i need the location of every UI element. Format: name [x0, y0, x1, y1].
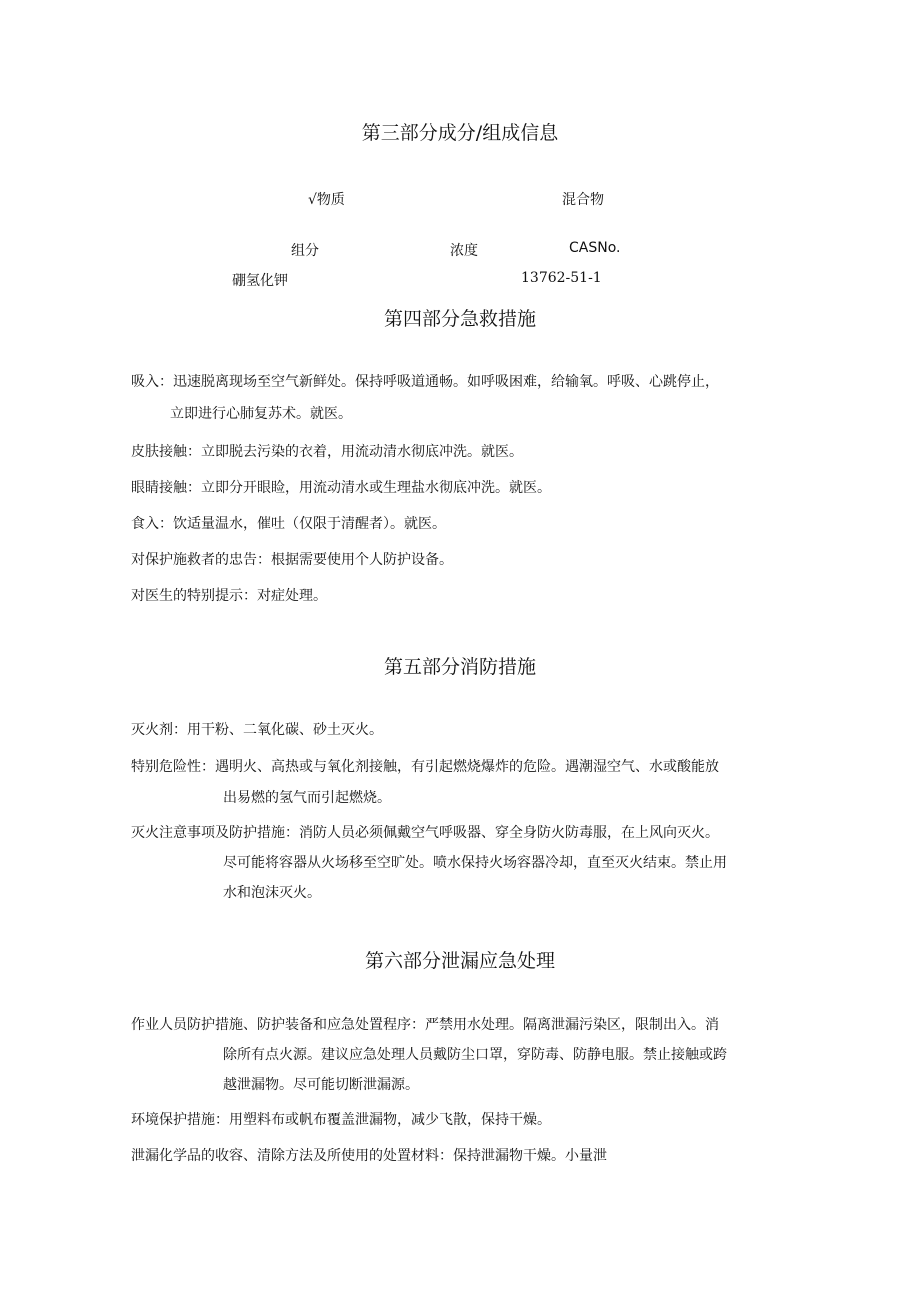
section-4-title: 第四部分急救措施 — [383, 308, 536, 330]
mixture-label: 混合物 — [562, 192, 604, 208]
first-aid-inhalation-cont: 立即进行心肺复苏术。就医。 — [170, 406, 352, 422]
extinguishing-agent: 灭火剂：用干粉、二氧化碳、砂土灭火。 — [131, 722, 383, 738]
personnel-precautions-cont-1: 除所有点火源。建议应急处理人员戴防尘口罩，穿防毒、防静电服。禁止接触或跨 — [223, 1047, 727, 1063]
component-cas: 13762-51-1 — [521, 270, 602, 286]
first-aid-skin: 皮肤接触：立即脱去污染的衣着，用流动清水彻底冲洗。就医。 — [131, 444, 523, 460]
first-aid-eye: 眼睛接触：立即分开眼睑，用流动清水或生理盐水彻底冲洗。就医。 — [131, 480, 551, 496]
component-name: 硼氢化钾 — [232, 273, 288, 289]
section-6-title: 第六部分泄漏应急处理 — [364, 950, 555, 972]
special-hazard: 特别危险性：遇明火、高热或与氧化剂接触，有引起燃烧爆炸的危险。遇潮湿空气、水或酸能放 — [131, 759, 719, 775]
special-hazard-cont: 出易燃的氢气而引起燃烧。 — [223, 790, 391, 806]
column-header-concentration: 浓度 — [450, 243, 478, 259]
section-3-title: 第三部分成分/组成信息 — [361, 122, 559, 144]
first-aid-inhalation: 吸入：迅速脱离现场至空气新鲜处。保持呼吸道通畅。如呼吸困难，给输氧。呼吸、心跳停止， — [131, 374, 719, 390]
environmental-precautions: 环境保护措施：用塑料布或帆布覆盖泄漏物，减少飞散，保持干燥。 — [131, 1112, 551, 1128]
section-5-title: 第五部分消防措施 — [383, 656, 536, 678]
column-header-cas: CASNo. — [569, 240, 621, 256]
personnel-precautions-cont-2: 越泄漏物。尽可能切断泄漏源。 — [223, 1077, 419, 1093]
personnel-precautions: 作业人员防护措施、防护装备和应急处置程序：严禁用水处理。隔离泄漏污染区，限制出入。消 — [131, 1017, 719, 1033]
substance-label: √物质 — [308, 192, 345, 208]
firefighting-caution-cont-2: 水和泡沫灭火。 — [223, 885, 321, 901]
doctor-note: 对医生的特别提示：对症处理。 — [131, 588, 327, 604]
rescuer-advice: 对保护施救者的忠告：根据需要使用个人防护设备。 — [131, 552, 453, 568]
first-aid-ingestion: 食入：饮适量温水，催吐（仅限于清醒者）。就医。 — [131, 516, 446, 532]
column-header-component: 组分 — [291, 243, 319, 259]
containment-cleanup: 泄漏化学品的收容、清除方法及所使用的处置材料：保持泄漏物干燥。小量泄 — [131, 1148, 607, 1164]
firefighting-caution: 灭火注意事项及防护措施：消防人员必须佩戴空气呼吸器、穿全身防火防毒服，在上风向灭火。 — [131, 825, 719, 841]
firefighting-caution-cont-1: 尽可能将容器从火场移至空旷处。喷水保持火场容器冷却，直至灭火结束。禁止用 — [223, 855, 727, 871]
